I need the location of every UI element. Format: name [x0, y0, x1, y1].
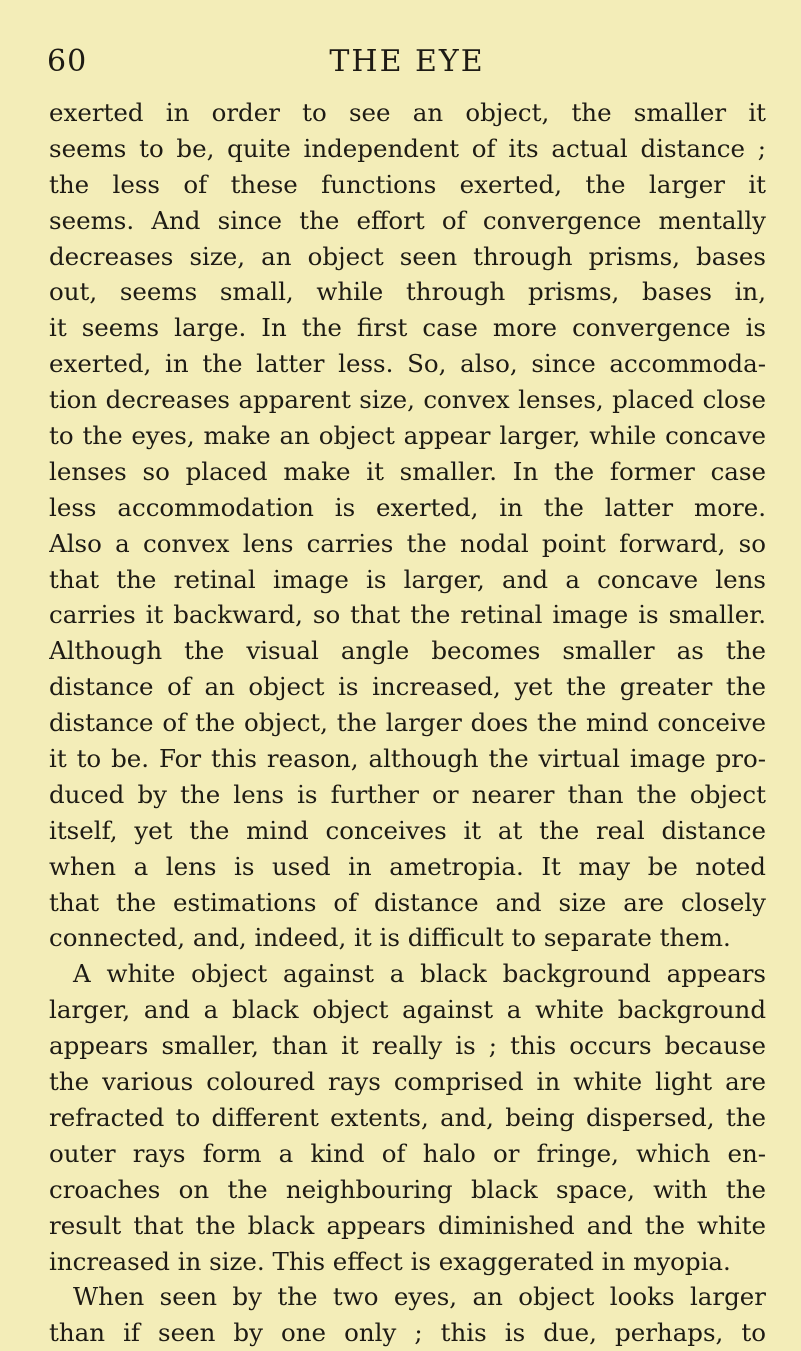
text-line: itself, yet the mind conceives it at the real distance	[49, 815, 766, 845]
text-line: exerted, in the latter less. So, also, since accommoda-	[49, 349, 766, 379]
text-line: it to be. For this reason, although the virtual image pro-	[49, 744, 766, 774]
text-line: distance of the object, the larger does the mind conceive	[49, 708, 766, 738]
text-line: that the retinal image is larger, and a concave lens	[49, 564, 766, 594]
text-line: decreases size, an object seen through prisms, bases	[49, 241, 766, 271]
text-line: When seen by the two eyes, an object looks larger	[73, 1282, 766, 1312]
text-line: it seems large. In the first case more convergence is	[49, 313, 766, 343]
text-line: than if seen by one only ; this is due, perhaps, to	[49, 1318, 766, 1348]
text-line: tion decreases apparent size, convex lenses, placed close	[49, 385, 766, 415]
running-head	[47, 44, 767, 84]
text-line: Although the visual angle becomes smaller as the	[49, 636, 766, 666]
text-line: Also a convex lens carries the nodal point forward, so	[49, 528, 766, 558]
text-line: exerted in order to see an object, the smaller it	[49, 98, 766, 127]
text-line: the various coloured rays comprised in white light are	[49, 1067, 766, 1097]
text-line: to the eyes, make an object appear larger, while concave	[49, 421, 766, 451]
text-line: carries it backward, so that the retinal image is smaller.	[49, 600, 766, 630]
text-line: larger, and a black object against a white background	[49, 995, 766, 1025]
text-line: outer rays form a kind of halo or fringe, which en-	[49, 1138, 766, 1168]
text-line: lenses so placed make it smaller. In the former case	[49, 456, 766, 486]
page-number: 60	[47, 44, 88, 79]
text-line: result that the black appears diminished and the white	[49, 1210, 766, 1240]
text-line: A white object against a black background appears	[73, 959, 766, 989]
chapter-title: THE EYE	[329, 44, 485, 79]
text-line: when a lens is used in ametropia. It may be noted	[49, 851, 766, 881]
text-line: increased in size. This effect is exaggerated in myopia.	[49, 1246, 731, 1276]
text-line: croaches on the neighbouring black space, with the	[49, 1174, 766, 1204]
text-line: distance of an object is increased, yet the greater the	[49, 672, 766, 702]
text-line: refracted to different extents, and, being dispersed, the	[49, 1102, 766, 1132]
body-text	[49, 95, 766, 1351]
text-line: seems. And since the effort of convergence mentally	[49, 205, 766, 235]
text-line: appears smaller, than it really is ; this occurs because	[49, 1031, 766, 1061]
text-line: out, seems small, while through prisms, bases in,	[49, 277, 766, 307]
text-line: connected, and, indeed, it is difficult to separate them.	[49, 923, 731, 953]
text-line: less accommodation is exerted, in the latter more.	[49, 492, 766, 522]
text-line: seems to be, quite independent of its actual distance ;	[49, 133, 766, 163]
text-line: that the estimations of distance and size are closely	[49, 887, 766, 917]
text-line: the less of these functions exerted, the larger it	[49, 169, 766, 199]
text-line: duced by the lens is further or nearer than the object	[49, 779, 766, 809]
